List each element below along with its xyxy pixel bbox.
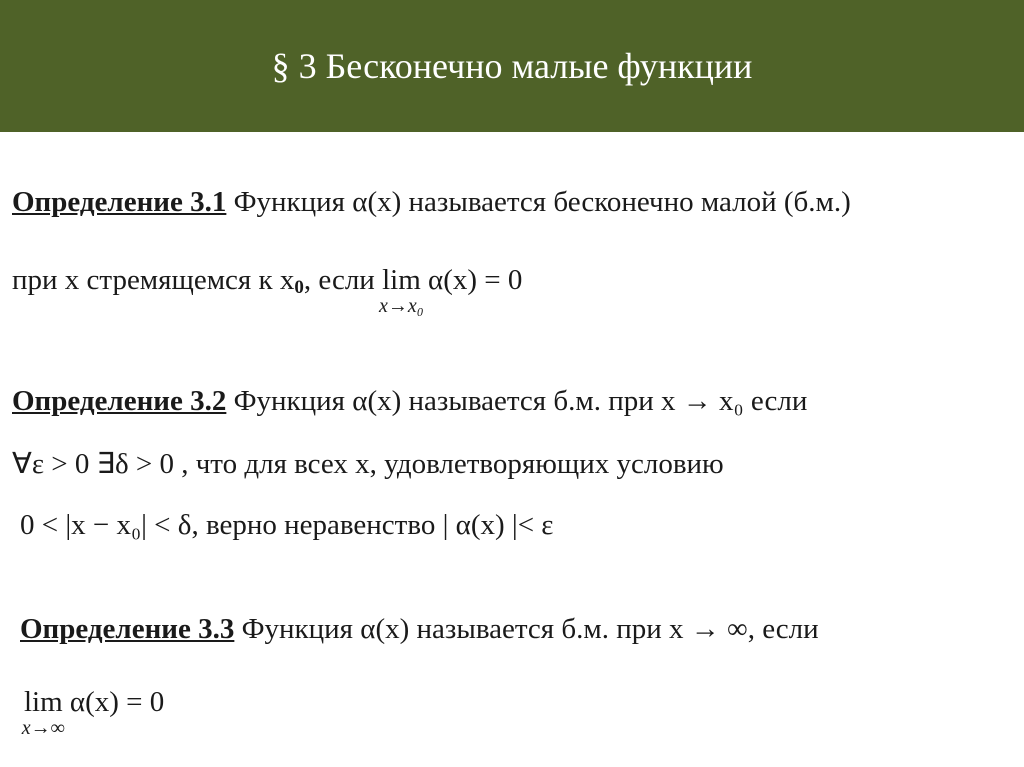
def1-line1	[12, 188, 851, 217]
def2-line1	[12, 387, 807, 416]
def3-lim-subscript: x→∞	[21, 717, 65, 739]
def1-expression: α(x) = 0	[420, 264, 523, 296]
def1-line2-text: при х стремящемся к x	[12, 264, 295, 296]
def3-expression: α(x) = 0	[62, 686, 165, 718]
def2-text: Функция α(x) называется б.м. при x → x₀ если	[226, 385, 808, 417]
def1-lim-word: lim	[382, 264, 421, 296]
def1-label: Определение 3.1	[12, 186, 227, 218]
def1-line2	[12, 264, 523, 317]
def3-line1	[20, 615, 819, 644]
def2-line2	[12, 450, 724, 479]
def3-lim-word: lim	[24, 686, 63, 718]
def2-label: Определение 3.2	[12, 385, 227, 417]
def3-text: Функция α(x) называется б.м. при x → ∞, если	[234, 613, 819, 645]
title-bar	[0, 0, 1024, 132]
def2-inequality: 0 < |x − x₀| < δ, верно неравенство | α(x) |< ε	[20, 509, 554, 541]
def3-label: Определение 3.3	[20, 613, 235, 645]
def1-lim-subscript: x→x₀	[379, 295, 424, 317]
def1-line2-subscript: 0	[294, 277, 304, 298]
def3-limit	[21, 686, 65, 739]
def1-limit	[379, 264, 424, 317]
def2-line3	[20, 511, 553, 540]
def1-line2-text-b: , если	[303, 264, 383, 296]
def2-condition: ∀ε > 0 ∃δ > 0 , что для всех x, удовлетворяющих условию	[12, 448, 724, 480]
def1-text: Функция α(x) называется бесконечно малой (б.м.)	[226, 186, 851, 218]
def3-line2	[21, 686, 165, 739]
slide-title: § 3 Бесконечно малые функции	[271, 46, 753, 86]
